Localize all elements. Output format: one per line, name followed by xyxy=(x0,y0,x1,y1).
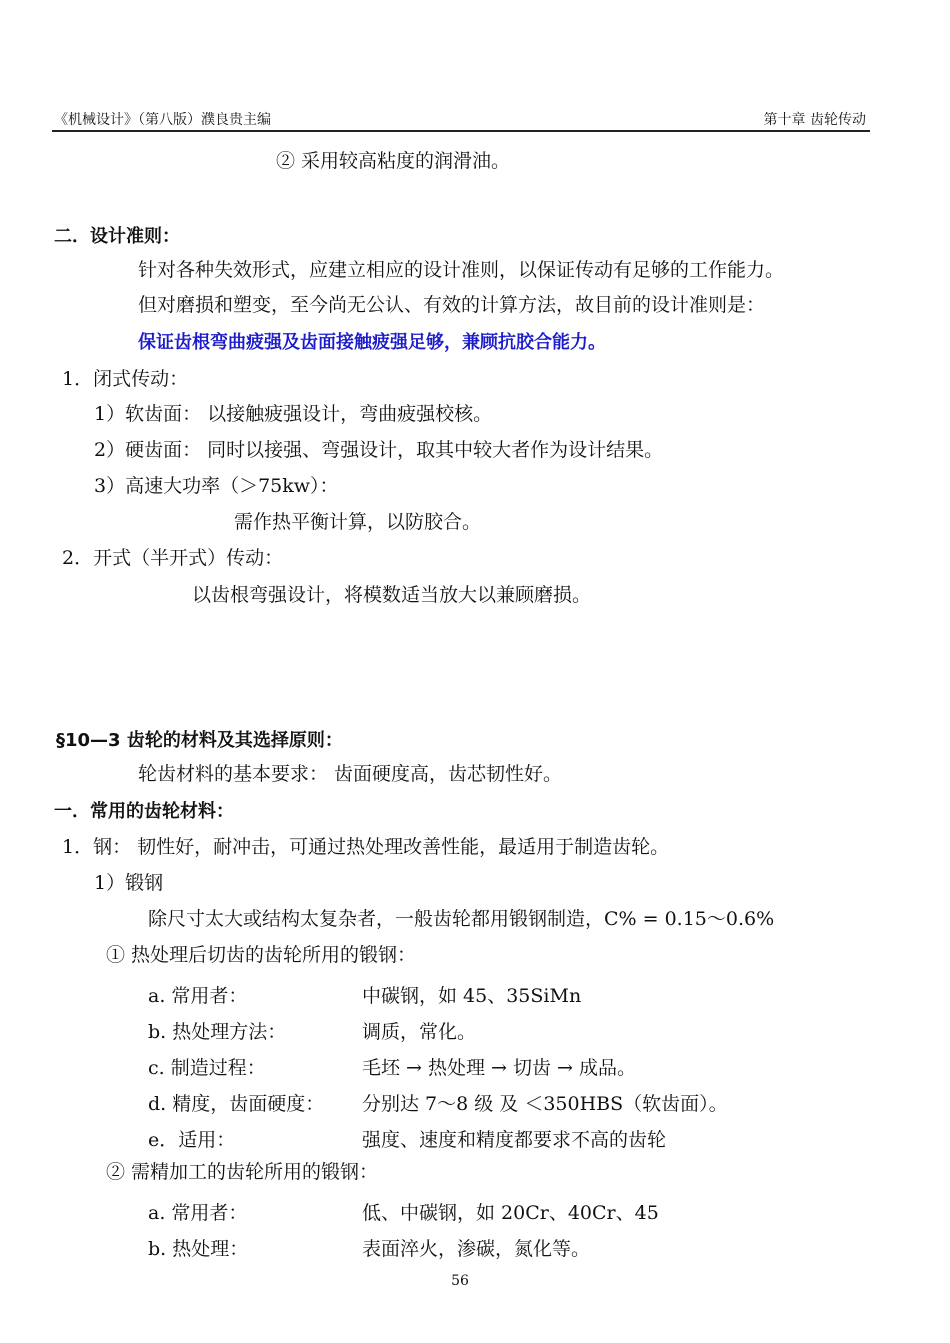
table1-label: b. 热处理方法： xyxy=(148,1021,287,1043)
text-line: 1．钢： 韧性好，耐冲击，可通过热处理改善性能，最适用于制造齿轮。 xyxy=(62,836,670,858)
table2-value: 低、中碳钢，如 20Cr、40Cr、45 xyxy=(362,1202,659,1224)
highlighted-principle: 保证齿根弯曲疲强及齿面接触疲强足够，兼顾抗胶合能力。 xyxy=(138,332,606,353)
section-title: §10—3 齿轮的材料及其选择原则： xyxy=(56,730,343,751)
section-heading: 二．设计准则： xyxy=(54,226,180,247)
text-line: 1）软齿面： 以接触疲强设计，弯曲疲强校核。 xyxy=(94,403,493,425)
table1-label: a. 常用者： xyxy=(148,985,248,1007)
text-line: ② 采用较高粘度的润滑油。 xyxy=(276,150,511,172)
table1-label: d. 精度，齿面硬度： xyxy=(148,1093,325,1115)
table1-value: 调质，常化。 xyxy=(362,1021,477,1043)
section-heading: 一．常用的齿轮材料： xyxy=(54,801,234,822)
text-line: 1．闭式传动： xyxy=(62,368,189,390)
table1-value: 毛坯 → 热处理 → 切齿 → 成品。 xyxy=(362,1057,636,1079)
table2-value: 表面淬火，渗碳，氮化等。 xyxy=(362,1238,591,1260)
text-line: 2．开式（半开式）传动： xyxy=(62,547,284,569)
table1-value: 分别达 7～8 级 及 ＜350HBS（软齿面）。 xyxy=(362,1093,728,1115)
text-line: ① 热处理后切齿的齿轮所用的锻钢： xyxy=(106,944,417,966)
text-line: 1）锻钢 xyxy=(94,872,164,894)
text-line: 以齿根弯强设计，将模数适当放大以兼顾磨损。 xyxy=(192,584,592,606)
table1-label: e．适用： xyxy=(148,1129,236,1151)
text-line: 需作热平衡计算，以防胶合。 xyxy=(234,511,482,533)
text-line: 但对磨损和塑变，至今尚无公认、有效的计算方法，故目前的设计准则是： xyxy=(138,294,766,316)
table1-label: c. 制造过程： xyxy=(148,1057,266,1079)
text-line: 除尺寸太大或结构太复杂者，一般齿轮都用锻钢制造，C% = 0.15～0.6% xyxy=(148,908,775,930)
table1-value: 中碳钢，如 45、35SiMn xyxy=(362,985,582,1007)
page-number: 56 xyxy=(451,1273,469,1289)
table2-label: b. 热处理： xyxy=(148,1238,249,1260)
text-line: 轮齿材料的基本要求： 齿面硬度高，齿芯韧性好。 xyxy=(138,763,563,785)
text-line: 2）硬齿面： 同时以接强、弯强设计，取其中较大者作为设计结果。 xyxy=(94,439,664,461)
table1-value: 强度、速度和精度都要求不高的齿轮 xyxy=(362,1129,667,1151)
text-line: 针对各种失效形式，应建立相应的设计准则，以保证传动有足够的工作能力。 xyxy=(138,259,785,281)
page-header-right: 第十章 齿轮传动 xyxy=(763,112,866,128)
header-rule xyxy=(52,130,870,132)
table2-label: a. 常用者： xyxy=(148,1202,248,1224)
text-line: ② 需精加工的齿轮所用的锻钢： xyxy=(106,1161,379,1183)
page-header-left: 《机械设计》（第八版）濮良贵主编 xyxy=(54,112,271,128)
text-line: 3）高速大功率（＞75kw）： xyxy=(94,475,339,497)
